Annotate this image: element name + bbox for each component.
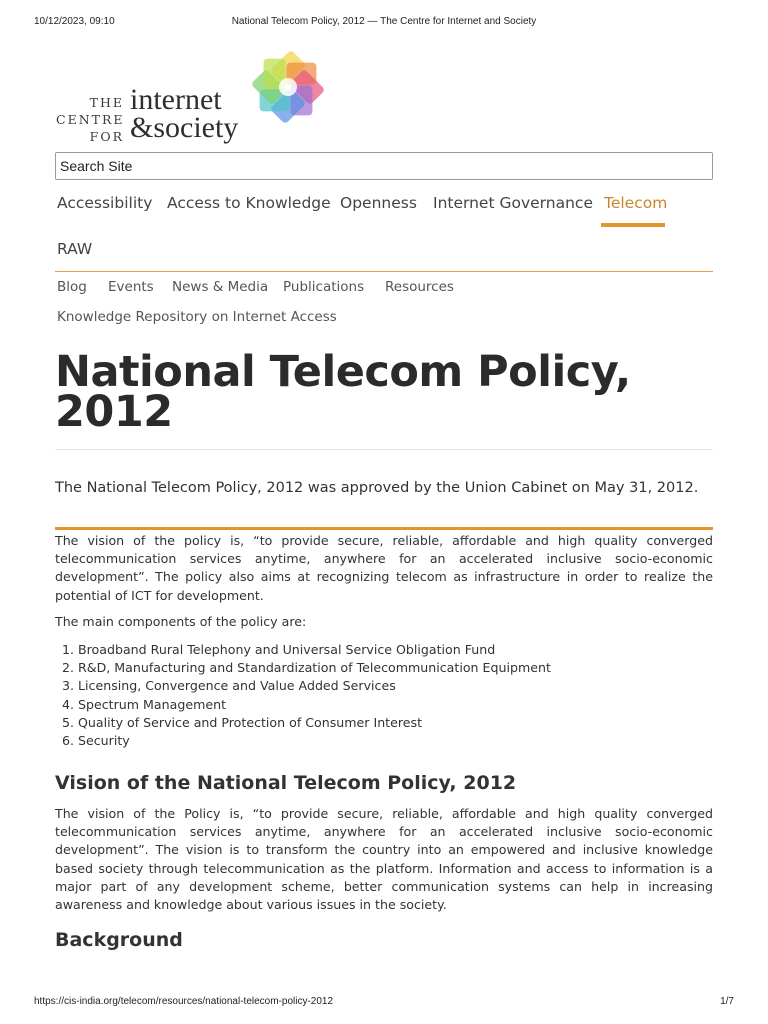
list-item: 1. Broadband Rural Telephony and Universal Service Obligation Fund	[62, 642, 496, 657]
section-heading-vision: Vision of the National Telecom Policy, 2012	[55, 772, 517, 794]
nav-item-openness[interactable]: Openness	[340, 194, 417, 212]
nav-item-internet-governance[interactable]: Internet Governance	[433, 194, 593, 212]
nav-item-accessibility[interactable]: Accessibility	[57, 194, 153, 212]
print-header	[34, 16, 734, 30]
active-tab-indicator	[601, 223, 665, 227]
sub-nav-resources[interactable]: Resources	[385, 279, 454, 295]
print-datetime: 10/12/2023, 09:10	[34, 16, 115, 27]
print-url: https://cis-india.org/telecom/resources/national-telecom-policy-2012	[34, 996, 334, 1007]
vision-paragraph: The vision of the policy is, “to provide secure, reliable, affordable and high quality converged telecommunication services anytime, anywhere for an accelerated inclusive socio-economic development”. The policy also aims at recognizing telecom as infrastructure in order to realize the potential of ICT for development.	[55, 533, 713, 603]
search-input[interactable]	[56, 153, 712, 179]
print-footer	[34, 996, 734, 1010]
sub-nav-blog[interactable]: Blog	[57, 279, 87, 295]
list-item: 3. Licensing, Convergence and Value Added Services	[62, 678, 396, 694]
components-list	[62, 641, 682, 750]
sub-nav-events[interactable]: Events	[108, 279, 154, 295]
logo-flower-icon	[240, 42, 336, 132]
logo-wordmark: internet &society	[130, 83, 239, 144]
nav-divider	[55, 271, 713, 272]
logo-small-text: THE CENTRE FOR	[56, 95, 125, 144]
nav-item-raw[interactable]: RAW	[57, 240, 93, 258]
site-logo[interactable]	[56, 42, 346, 146]
nav-item-access-to-knowledge[interactable]: Access to Knowledge	[167, 194, 331, 212]
title-divider	[55, 449, 713, 450]
list-item: 2. R&D, Manufacturing and Standardization of Telecommunication Equipment	[62, 660, 551, 676]
sub-nav-knowledge-repository[interactable]: Knowledge Repository on Internet Access	[57, 309, 337, 325]
list-item: 6. Security	[62, 733, 130, 749]
print-page-number: 1/7	[720, 996, 734, 1007]
nav-item-telecom[interactable]: Telecom	[604, 194, 668, 212]
search-box[interactable]	[55, 152, 713, 180]
list-item: 5. Quality of Service and Protection of Consumer Interest	[62, 714, 423, 730]
sub-nav-news-media[interactable]: News & Media	[172, 279, 269, 295]
list-item: 4. Spectrum Management	[62, 696, 227, 712]
page-title: National Telecom Policy, 2012	[55, 347, 631, 437]
components-intro: The main components of the policy are:	[55, 614, 307, 629]
sub-nav-publications[interactable]: Publications	[283, 279, 365, 295]
section-vision-paragraph: The vision of the Policy is, “to provide secure, reliable, affordable and high quality converged telecommunication services anytime, anywhere for an accelerated inclusive socio-economic development”. The vision is to transform the country into an empowered and inclusive knowledge based society through telecommunication as the platform. Information and access to information is a major part of any development scheme, better communication systems can help in increasing awareness and knowledge about various issues in the society.	[55, 806, 713, 913]
logo-center	[279, 78, 297, 96]
print-page-title: National Telecom Policy, 2012 — The Centre for Internet and Society	[231, 16, 537, 27]
article-lede: The National Telecom Policy, 2012 was approved by the Union Cabinet on May 31, 2012.	[55, 480, 699, 496]
lede-divider	[55, 527, 713, 530]
section-heading-background: Background	[55, 929, 183, 951]
